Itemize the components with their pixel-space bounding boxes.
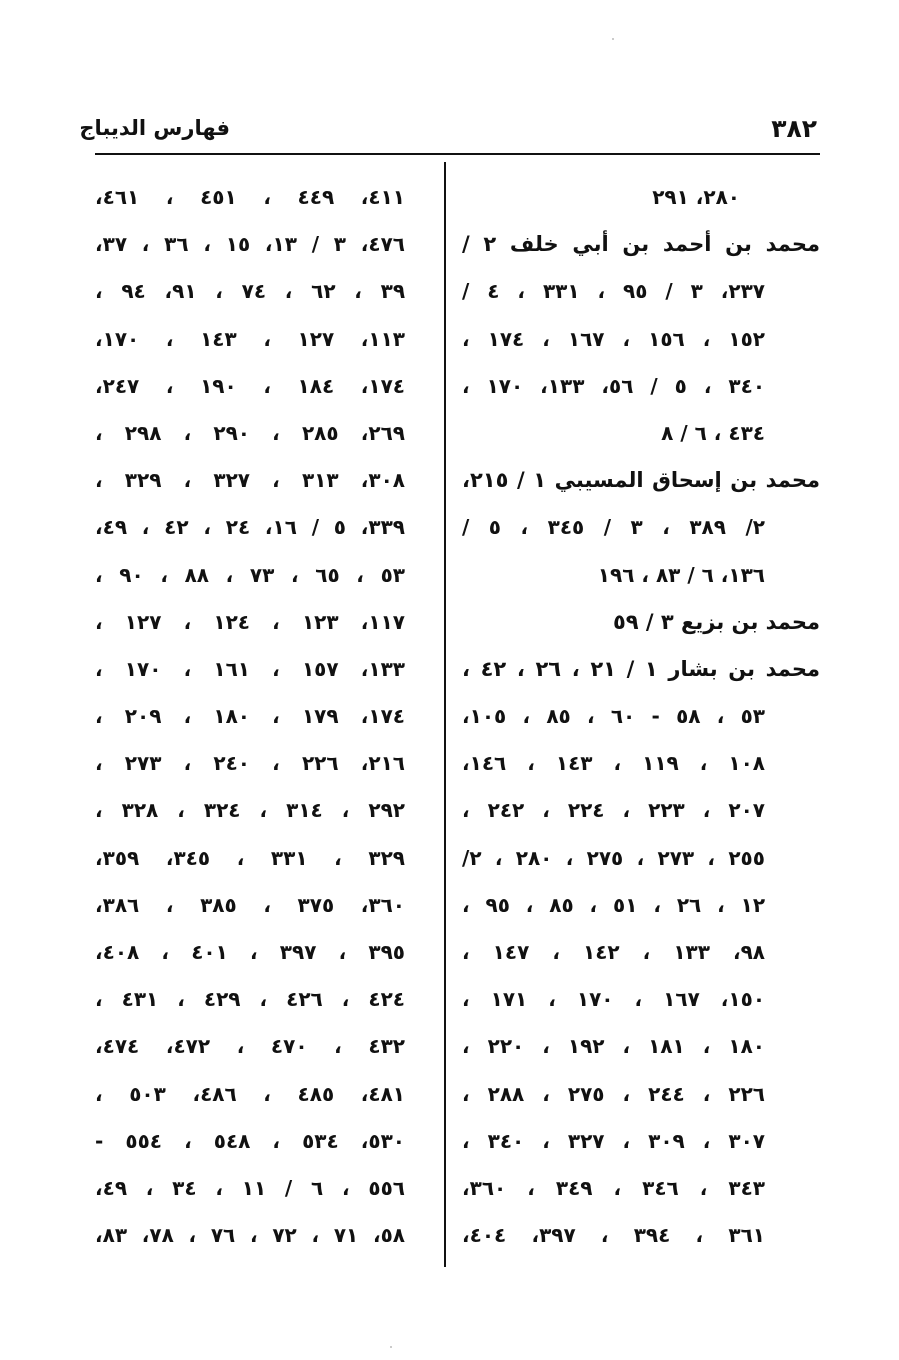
index-line: ١٧٤، ١٧٩ ، ١٨٠ ، ٢٠٩ ،: [95, 704, 405, 729]
column-divider: [444, 162, 446, 1267]
index-line: ٤٣٤ ، ٦ / ٨: [661, 420, 765, 445]
index-line: ١٠٨ ، ١١٩ ، ١٤٣ ، ١٤٦،: [462, 751, 765, 776]
scan-speck: [390, 1346, 392, 1348]
index-line: ٣٠٧ ، ٣٠٩ ، ٣٢٧ ، ٣٤٠ ،: [462, 1128, 765, 1153]
index-line: ٣٤٣ ، ٣٤٦ ، ٣٤٩ ، ٣٦٠،: [462, 1175, 765, 1200]
index-line: ٣٦٠، ٣٧٥ ، ٣٨٥ ، ٣٨٦،: [95, 892, 405, 917]
left-column: [95, 174, 405, 1259]
index-line: ١٧٤، ١٨٤ ، ١٩٠ ، ٢٤٧،: [95, 373, 405, 398]
index-line: ٣٩ ، ٦٢ ، ٧٤ ، ٩١، ٩٤ ،: [95, 279, 405, 304]
index-line: ٢٨٠، ٢٩١: [652, 185, 740, 209]
index-line: ٤٢٤ ، ٤٢٦ ، ٤٢٩ ، ٤٣١ ،: [95, 987, 405, 1012]
index-line: ٣٣٩، ٥ / ١٦، ٢٤ ، ٤٢ ، ٤٩،: [95, 515, 405, 540]
index-line: ٥٣٠، ٥٣٤ ، ٥٤٨ ، ٥٥٤ -: [95, 1128, 405, 1153]
index-line: ٢٦٩، ٢٨٥ ، ٢٩٠ ، ٢٩٨ ،: [95, 420, 405, 445]
index-line: ٣٩٥ ، ٣٩٧ ، ٤٠١ ، ٤٠٨،: [95, 940, 405, 964]
right-column: [462, 174, 820, 1259]
index-line: ١٢ ، ٢٦ ، ٥١ ، ٨٥ ، ٩٥ ،: [462, 892, 766, 917]
index-line: ١٥٢ ، ١٥٦ ، ١٦٧ ، ١٧٤ ،: [462, 326, 765, 351]
header-rule: [95, 153, 820, 155]
index-line: ٤٧٦، ٣ / ١٣، ١٥ ، ٣٦ ، ٣٧،: [95, 232, 405, 257]
index-line: ٢٣٧، ٣ / ٩٥ ، ٣٣١ ، ٤ /: [462, 279, 765, 304]
index-line: ٤٣٢ ، ٤٧٠ ، ٤٧٢، ٤٧٤،: [95, 1034, 405, 1059]
index-line: ٤١١، ٤٤٩ ، ٤٥١ ، ٤٦١،: [95, 185, 405, 209]
running-header-title: فهارس الديباج: [79, 116, 230, 140]
index-line: ١٣٣، ١٥٧ ، ١٦١ ، ١٧٠ ،: [95, 656, 405, 681]
index-line: ٣٢٩ ، ٣٣١ ، ٣٤٥، ٣٥٩،: [95, 845, 405, 870]
index-line: ٣٠٨، ٣١٣ ، ٣٢٧ ، ٣٢٩ ،: [95, 468, 405, 493]
index-line: ٢٩٢ ، ٣١٤ ، ٣٢٤ ، ٣٢٨ ،: [95, 798, 405, 823]
index-line: ٥٥٦ ، ٦ / ١١ ، ٣٤ ، ٤٩،: [95, 1175, 405, 1200]
index-line: ٢٠٧ ، ٢٢٣ ، ٢٢٤ ، ٢٤٢ ،: [462, 798, 765, 823]
index-line: ٥٣ ، ٦٥ ، ٧٣ ، ٨٨ ، ٩٠ ،: [95, 562, 405, 587]
index-line: ١١٧، ١٢٣ ، ١٢٤ ، ١٢٧ ،: [95, 609, 405, 634]
page-number: ٣٨٢: [771, 114, 817, 143]
index-line: ٣٦١ ، ٣٩٤ ، ٣٩٧، ٤٠٤،: [462, 1223, 765, 1248]
index-line: ٢١٦، ٢٢٦ ، ٢٤٠ ، ٢٧٣ ،: [95, 751, 405, 776]
index-entry-heading: محمد بن إسحاق المسيبي ١ / ٢١٥،: [462, 468, 820, 493]
index-line: ٢/ ٣٨٩ ، ٣ / ٣٤٥ ، ٥ /: [462, 515, 765, 540]
index-entry-heading: محمد بن بزيع ٣ / ٥٩: [612, 609, 820, 634]
index-line: ٢٥٥ ، ٢٧٣ ، ٢٧٥ ، ٢٨٠ ، ٢/: [462, 845, 765, 870]
index-line: ١٥٠، ١٦٧ ، ١٧٠ ، ١٧١ ،: [462, 987, 766, 1012]
index-line: ١١٣، ١٢٧ ، ١٤٣ ، ١٧٠،: [95, 326, 405, 351]
index-line: ١٣٦، ٦ / ٨٣ ، ١٩٦: [597, 562, 765, 587]
index-line: ٥٣ ، ٥٨ - ٦٠ ، ٨٥ ، ١٠٥،: [462, 704, 765, 729]
index-entry-heading: محمد بن بشار ١ / ٢١ ، ٢٦ ، ٤٢ ،: [462, 656, 820, 681]
index-line: ٥٨، ٧١ ، ٧٢ ، ٧٦ ، ٧٨، ٨٣،: [95, 1223, 405, 1248]
scan-speck: [612, 38, 614, 40]
index-line: ٤٨١، ٤٨٥ ، ٤٨٦، ٥٠٣ ،: [95, 1081, 405, 1106]
index-line: ٩٨، ١٣٣ ، ١٤٢ ، ١٤٧ ،: [462, 940, 766, 964]
index-line: ٢٢٦ ، ٢٤٤ ، ٢٧٥ ، ٢٨٨ ،: [462, 1081, 765, 1106]
index-line: ٣٤٠ ، ٥ / ٥٦، ١٣٣، ١٧٠ ،: [462, 373, 766, 398]
index-line: ١٨٠ ، ١٨١ ، ١٩٢ ، ٢٢٠ ،: [462, 1034, 765, 1059]
index-entry-heading: محمد بن أحمد بن أبي خلف ٢ /: [462, 232, 820, 257]
